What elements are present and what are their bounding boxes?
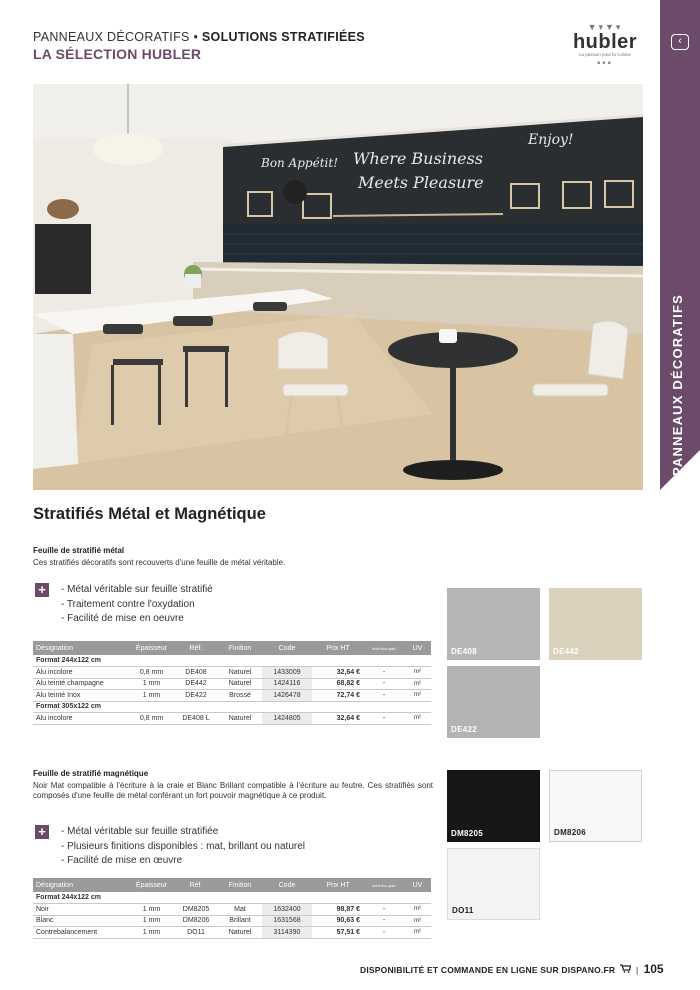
swatch-dm8206: DM8206 <box>549 770 642 842</box>
cell-prix: 68,82 € <box>312 678 364 690</box>
cell-eco: - <box>364 915 404 927</box>
chevron-left-icon: ‹ <box>678 35 682 47</box>
logo-dots-icon: ▼▾▼▾ <box>587 22 623 32</box>
logo-name: hubler <box>572 31 638 53</box>
format-row <box>33 655 431 667</box>
cell-epaisseur: 1 mm <box>129 915 174 927</box>
format-row <box>33 892 431 904</box>
column-header: dont éco-part <box>364 641 404 655</box>
bullet-magnetic-2: - Plusieurs finitions disponibles : mat, brillant ou naturel <box>61 841 306 852</box>
cell-finition: Brossé <box>218 690 262 702</box>
chalk-text-bon-appetit: Bon Appétit! <box>261 156 339 170</box>
table-row <box>33 904 431 916</box>
bullet-metal-1: - Métal véritable sur feuille stratifié <box>61 584 213 595</box>
table-header-row <box>33 878 431 892</box>
table-header-row <box>33 641 431 655</box>
column-header: Désignation <box>33 641 129 655</box>
column-header: Épaisseur <box>129 878 174 892</box>
cell-finition: Mat <box>218 904 262 916</box>
cell-prix: 57,51 € <box>312 927 364 939</box>
column-header: Épaisseur <box>129 641 174 655</box>
cell-designation: Alu incolore <box>33 713 129 725</box>
section-magnetic-description: Noir Mat compatible à l'écriture à la craie et Blanc Brillant compatible à l'écriture au feutre. Ces stratifiés sont composés d'une feuille de métal conférant un fort pouvoir magnétique à ce produit. <box>33 781 433 800</box>
cell-epaisseur: 1 mm <box>129 904 174 916</box>
column-header: Réf. <box>174 878 218 892</box>
chalk-text-pleasure: Meets Pleasure <box>358 173 484 192</box>
cell-finition: Naturel <box>218 667 262 679</box>
cell-uv: m² <box>404 904 431 916</box>
cell-epaisseur: 1 mm <box>129 690 174 702</box>
bullet-metal-2: - Traitement contre l'oxydation <box>61 599 195 610</box>
table-row <box>33 667 431 679</box>
swatch-dm8205: DM8205 <box>447 770 540 842</box>
cell-eco: - <box>364 690 404 702</box>
cell-code: 3114390 <box>262 927 312 939</box>
cell-designation: Noir <box>33 904 129 916</box>
column-header: UV <box>404 641 431 655</box>
cell-prix: 72,74 € <box>312 690 364 702</box>
cell-epaisseur: 0,8 mm <box>129 667 174 679</box>
logo-tagline: La passion pour la cuisine <box>578 52 632 57</box>
cell-prix: 90,63 € <box>312 915 364 927</box>
back-button[interactable] <box>671 34 689 50</box>
page-footer <box>360 962 680 976</box>
cell-eco: - <box>364 927 404 939</box>
table-row <box>33 713 431 725</box>
column-header: UV <box>404 878 431 892</box>
cell-designation: Alu incolore <box>33 667 129 679</box>
cell-designation: Contrebalancement <box>33 927 129 939</box>
section-metal-description: Ces stratifiés décoratifs sont recouverts d'une feuille de métal véritable. <box>33 558 286 567</box>
cell-finition: Naturel <box>218 678 262 690</box>
column-header: Code <box>262 641 312 655</box>
format-row <box>33 701 431 713</box>
cell-code: 1632400 <box>262 904 312 916</box>
column-header: Prix HT <box>312 878 364 892</box>
format-label: Format 244x122 cm <box>33 655 431 667</box>
column-header: Finition <box>218 878 262 892</box>
bullet-magnetic-1: - Métal véritable sur feuille stratifiée <box>61 826 219 837</box>
column-header: Code <box>262 878 312 892</box>
table-row <box>33 915 431 927</box>
column-header: Désignation <box>33 878 129 892</box>
cell-eco: - <box>364 904 404 916</box>
hubler-logo <box>570 22 640 68</box>
cell-eco: - <box>364 678 404 690</box>
format-label: Format 244x122 cm <box>33 892 431 904</box>
format-label: Format 305x122 cm <box>33 701 431 713</box>
table-row <box>33 678 431 690</box>
breadcrumb-separator: • <box>193 30 199 44</box>
cell-prix: 32,64 € <box>312 713 364 725</box>
cell-uv: m² <box>404 690 431 702</box>
cell-uv: m² <box>404 678 431 690</box>
cafeteria-photo <box>33 84 643 490</box>
chalk-text-business: Where Business <box>353 149 484 168</box>
cell-designation: Alu teinté Inox <box>33 690 129 702</box>
breadcrumb-subcategory: SOLUTIONS STRATIFIÉES <box>201 30 365 44</box>
cell-epaisseur: 1 mm <box>129 927 174 939</box>
column-header: Réf. <box>174 641 218 655</box>
cell-epaisseur: 0,8 mm <box>129 713 174 725</box>
cell-uv: m² <box>404 667 431 679</box>
breadcrumb <box>33 30 365 44</box>
cell-uv: m² <box>404 713 431 725</box>
swatch-de408: DE408 <box>447 588 540 660</box>
plus-icon: + <box>35 583 49 597</box>
page-header <box>33 30 365 62</box>
column-header: Finition <box>218 641 262 655</box>
cell-designation: Alu teinté champagne <box>33 678 129 690</box>
cell-ref: DM8206 <box>174 915 218 927</box>
swatch-do11: DO11 <box>447 848 540 920</box>
footer-link-text[interactable]: DISPONIBILITÉ ET COMMANDE EN LIGNE SUR DISPANO.FR <box>360 965 616 975</box>
magnetic-price-table <box>33 878 431 939</box>
cell-ref: DE442 <box>174 678 218 690</box>
footer-separator: | <box>635 965 639 975</box>
cell-eco: - <box>364 667 404 679</box>
plus-icon: + <box>35 825 49 839</box>
cell-code: 1433009 <box>262 667 312 679</box>
cell-code: 1424805 <box>262 713 312 725</box>
table-row <box>33 690 431 702</box>
section-metal <box>33 546 433 568</box>
bullet-magnetic-3: - Facilité de mise en œuvre <box>61 855 183 866</box>
metal-price-table <box>33 641 431 725</box>
cart-icon[interactable] <box>620 964 631 975</box>
section-metal-title: Feuille de stratifié métal <box>33 546 125 555</box>
logo-bottom-dots-icon: ••• <box>597 58 613 68</box>
cell-code: 1426478 <box>262 690 312 702</box>
column-header: dont éco-part <box>364 878 404 892</box>
cell-uv: m² <box>404 915 431 927</box>
section-magnetic <box>33 769 433 801</box>
page-subtitle: LA SÉLECTION HUBLER <box>33 46 202 62</box>
cell-ref: DE408 <box>174 667 218 679</box>
cell-code: 1631568 <box>262 915 312 927</box>
cell-finition: Brillant <box>218 915 262 927</box>
column-header: Prix HT <box>312 641 364 655</box>
bullet-metal-3: - Facilité de mise en oeuvre <box>61 613 184 624</box>
cell-prix: 98,87 € <box>312 904 364 916</box>
cell-prix: 32,64 € <box>312 667 364 679</box>
cell-ref: DE422 <box>174 690 218 702</box>
swatch-de422: DE422 <box>447 666 540 738</box>
section-magnetic-title: Feuille de stratifié magnétique <box>33 769 149 778</box>
cell-ref: DM8205 <box>174 904 218 916</box>
cell-epaisseur: 1 mm <box>129 678 174 690</box>
cell-finition: Naturel <box>218 713 262 725</box>
page-number: 105 <box>643 962 664 976</box>
cell-code: 1424116 <box>262 678 312 690</box>
table-row <box>33 927 431 939</box>
cell-uv: m² <box>404 927 431 939</box>
side-section-label: PANNEAUX DÉCORATIFS <box>670 294 685 476</box>
breadcrumb-category: PANNEAUX DÉCORATIFS <box>33 30 190 44</box>
cell-finition: Naturel <box>218 927 262 939</box>
cell-eco: - <box>364 713 404 725</box>
cell-ref: DO11 <box>174 927 218 939</box>
chalk-text-enjoy: Enjoy! <box>528 132 574 148</box>
cell-ref: DE408 L <box>174 713 218 725</box>
cell-designation: Blanc <box>33 915 129 927</box>
main-title: Stratifiés Métal et Magnétique <box>33 505 266 523</box>
swatch-de442: DE442 <box>549 588 642 660</box>
